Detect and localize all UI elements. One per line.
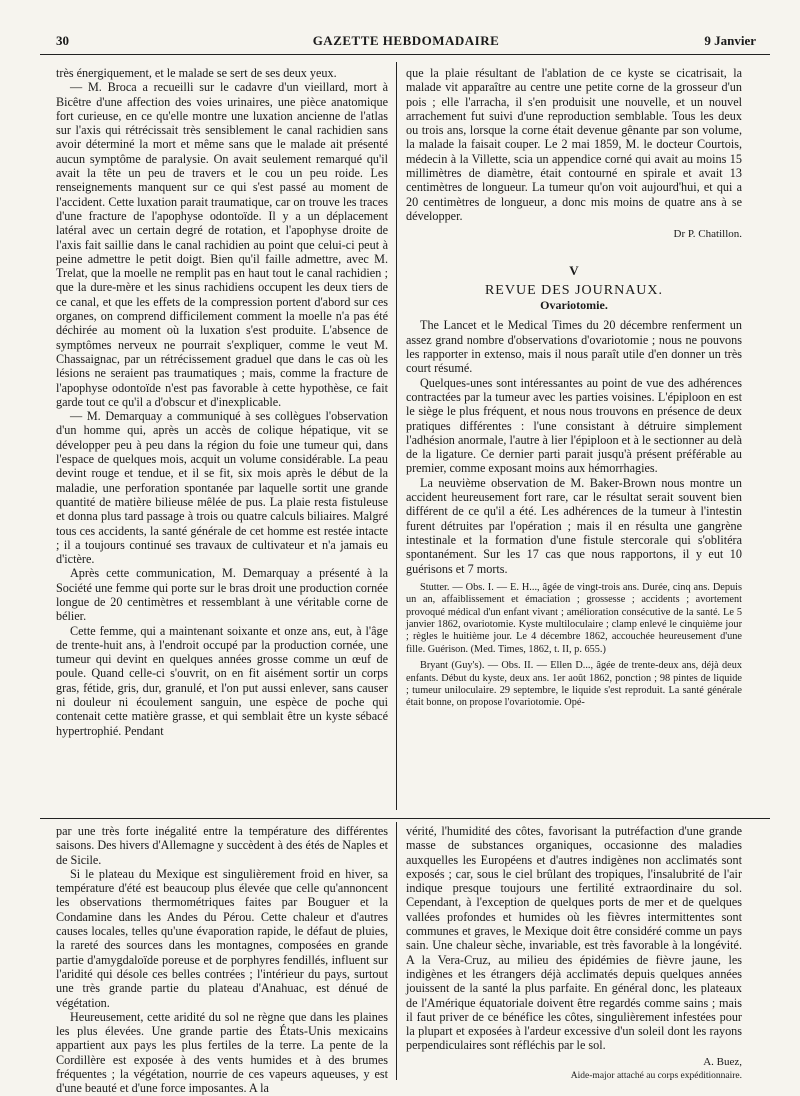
paragraph: vérité, l'humidité des côtes, favorisant la putréfaction d'une grande masse de substances organiques, occasionne des maladies auxquelles les Européens et d'autres indigènes non acclimatés sont exposés ; car, sous le ciel brûlant des tropiques, l'insalubrité de l'air indique presque toujours une fertilité extraordinaire du sol. Cependant, à l'exception de quelques ports de mer et de quelques vallées profondes et humides où les fièvres intermittentes sont communes et graves, le Mexique doit être considéré comme un pays sain. Une chaleur sèche, invariable, est très favorable à la longévité. A la Vera-Cruz, au milieu des épidémies de fièvre jaune, les indigènes et les étrangers déjà acclimatés depuis quelques années jouissent de la santé la plus parfaite. En général donc, les plateaux de l'Amérique équatoriale doivent être regardés comme sains ; mais il faut priver de ce bénéfice les côtes, singulièrement infestées pour la plupart et exposées à l'ardeur excessive d'un soleil dont les rayons perpendiculaires sont réfléchis par le sol. xyxy=(406,824,742,1053)
author-signature: Dr P. Chatillon. xyxy=(673,228,742,241)
observation-note: Bryant (Guy's). — Obs. II. — Ellen D..., âgée de trente-deux ans, déjà deux enfants. Début du kyste, deux ans. 1er août 1862, ponction ; 98 pintes de liquide ; tumeur uniloculaire. 29 septembre, le liquide s'est reproduit. La santé générale était bonne, on propose l'ovariotomie. Opé- xyxy=(406,660,742,709)
paragraph: — M. Broca a recueilli sur le cadavre d'un vieillard, mort à Bicêtre d'une affection des voies urinaires, une pièce anatomique fort curieuse, en ce qu'elle montre une luxation ancienne de l'atlas sur l'axis qui rétrécissait très sensiblement le canal rachidien sans avoir déterminé la mort et même sans que le malade ait présenté aucun symptôme de paralysie. On avait seulement remarqué qu'il avait la tête un peu de travers et le cou un peu roide. Les renseignements manquent sur ce qui s'est passé au moment de l'accident. Cette luxation parait traumatique, car on trouve les traces d'une fracture de l'apophyse odontoïde. Il y a un déplacement latéral avec un certain degré de rotation, et l'apophyse droite de l'axis fait saillie dans le canal rachidien au point que celui-ci peut à peine admettre le petit doigt. Bien qu'il faille admettre, avec M. Trelat, que la moelle ne remplit pas en haut tout le canal rachidien ; que la dure-mère et les sinus rachidiens occupent les deux tiers de ce canal, et que les effets de la compression portent d'abord sur ces organes, on comprend difficilement comment la moelle n'a pas été déchirée au moment où la luxation s'est produite. L'absence de symptômes nerveux ne pourrait s'expliquer, comme le veut M. Chassaignac, par un rétrécissement graduel que dans le cas où les lésions ne seraient pas traumatiques ; mais, comme la fracture de l'apophyse odontoïde n'est pas favorable à cette hypothèse, ce fait garde tout ce qu'il a d'obscur et d'inexplicable. xyxy=(56,80,388,409)
page-number: 30 xyxy=(56,33,69,48)
left-bottom-column xyxy=(56,824,388,1096)
right-top-column xyxy=(406,66,742,811)
paragraph: Si le plateau du Mexique est singulièrement froid en hiver, sa température d'été est beaucoup plus élevée que celle qu'annoncent les observations thermométriques faites par Bouguer et la Condamine dans les Andes du Pérou. Cette chaleur et d'autres causes locales, telles qu'une évaporation rapide, le défaut de pluies, la rareté des sources dans les montagnes, composées en grande partie d'amygdaloïde poreuse et de porphyres fendillés, influent sur l'aridité qui désole ces belles contrées ; l'intérieur du pays, surtout une très grande partie du plateau d'Anahuac, est dénué de végétation. xyxy=(56,866,388,1010)
paragraph: The Lancet et le Medical Times du 20 décembre renferment un assez grand nombre d'observations d'ovariotomie ; nous ne pouvons les rapporter in extenso, mais il nous paraît utile d'en donner un très court résumé. xyxy=(406,318,742,376)
paragraph: très énergiquement, et le malade se sert de ses deux yeux. xyxy=(56,66,337,80)
author-signature: A. Buez, xyxy=(703,1055,742,1068)
author-role: Aide-major attaché au corps expéditionnaire. xyxy=(570,1071,742,1082)
paragraph: que la plaie résultant de l'ablation de ce kyste se cicatrisait, la malade vit apparaître au centre une petite corne de la grosseur d'un pois ; elle l'arracha, il s'en produisit une nouvelle, et un nouvel arrachement fut suivi d'une reproduction semblable. Tous les deux ou trois ans, lorsque la corne était devenue gênante par son volume, la malade la faisait couper. Le 2 mai 1859, M. le docteur Courtois, médecin à la Villette, scia un appendice corné qui avait au moins 15 millimètres de diamètre, était contourné en spirale et avait 13 centimètres de longueur. La tumeur qu'on voit aujourd'hui, et qui a 20 centimètres de longueur, a donc mis moins de quatre ans à se développer. xyxy=(406,66,742,223)
column-divider xyxy=(396,822,397,1080)
section-subtitle: Ovariotomie. xyxy=(540,298,608,313)
journal-title: GAZETTE HEBDOMADAIRE xyxy=(312,33,500,48)
issue-date: 9 Janvier xyxy=(704,33,756,48)
paragraph: Après cette communication, M. Demarquay a présenté à la Société une femme qui porte sur le bras droit une production cornée longue de 20 centimètres et ressemblant à une véritable corne de bélier. xyxy=(56,566,388,624)
column-divider xyxy=(396,62,397,810)
paragraph: Heureusement, cette aridité du sol ne règne que dans les plaines les plus élevées. Une grande partie des États-Unis mexicains appartient aux pays les plus fertiles de la terre. La pente de la Cordillère est exposée à des vents humides et à des brumes fréquentes ; la végétation, nourrie de ces vapeurs aqueuses, y est d'une beauté et d'une force imposantes. A la xyxy=(56,1009,388,1096)
paragraph: La neuvième observation de M. Baker-Brown nous montre un accident heureusement fort rare, car le résultat serait souvent bien différent de ce qu'il a été. Les adhérences de la tumeur à l'intestin furent détruites par l'opération ; mais il en résulta une gangrène intestinale et la formation d'une fistule stercorale qui s'oblitéra spontanément. Sur les 17 cas que nous rapportons, il y eut 10 guérisons et 7 morts. xyxy=(406,475,742,576)
paragraph: par une très forte inégalité entre la température des différentes saisons. Des hivers d'Allemagne y succèdent à des étés de Naples et de Sicile. xyxy=(56,824,388,867)
observation-note: Stutter. — Obs. I. — E. H..., âgée de vingt-trois ans. Durée, cinq ans. Depuis un an, affaiblissement et émaciation ; grossesse ; accidents ; avortement provoqué médical d'un enfant vivant ; amélioration consécutive de la santé. Le 5 janvier 1862, ovariotomie. Kyste multiloculaire ; clamp enlevé le cinquième jour ; règles le huitième jour. Le 4 décembre 1862, accouchée heureusement d'une fille. Guérison. (Med. Times, 1862, t. II, p. 655.) xyxy=(406,581,742,655)
page-header xyxy=(56,33,756,51)
paragraph: Quelques-unes sont intéressantes au point de vue des adhérences contractées par la tumeur avec les parties voisines. L'épiploon en est le siège le plus fréquent, et nous nous trouvons en présence de deux pratiques différentes : l'une consistant à détruire simplement l'adhésion anormale, l'autre à lier l'épiploon et à le sectionner au delà de la ligature. Ce dernier parti parait jusqu'à présent préférable au premier, comme exposant moins aux hémorrhagies. xyxy=(406,375,742,476)
paragraph: — M. Demarquay a communiqué à ses collègues l'observation d'un homme qui, après un accès de colique hépatique, vit se développer peu à peu dans la région du foie une tumeur qui, dans l'espace de quelques mois, acquit un volume considérable. La peau devint rouge et tendue, et il se fit, six mois après le début de la maladie, une perforation spontanée par laquelle sortit une grande quantité de matière bilieuse mêlée de pus. La plaie resta fistuleuse et donna plus tard passage à trois ou quatre calculs biliaires. Malgré tous ces accidents, la santé générale de cet homme est restée intacte ; il a toujours continué ses travaux de cultivateur et n'a jamais eu d'ictère. xyxy=(56,409,388,567)
section-rule xyxy=(40,818,770,819)
left-top-column xyxy=(56,66,388,766)
right-bottom-column xyxy=(406,824,742,1082)
header-rule xyxy=(40,54,770,55)
section-number: V xyxy=(569,262,579,278)
section-title: REVUE DES JOURNAUX. xyxy=(484,282,664,298)
paragraph: Cette femme, qui a maintenant soixante et onze ans, eut, à l'âge de trente-huit ans, à l'endroit occupé par la production cornée, une tumeur qui devint en quelques années grosse comme un œuf de poule. Quand celle-ci s'ouvrit, on en fit aisément sortir un corps gras, fétide, gris, dur, granulé, et l'on put aussi enlever, sans causer ni douleur ni écoulement sanguin, une espèce de poche qui contenait cette matière grasse, et qui semblait être un kyste sébacé hypertrophié. Pendant xyxy=(56,623,388,738)
